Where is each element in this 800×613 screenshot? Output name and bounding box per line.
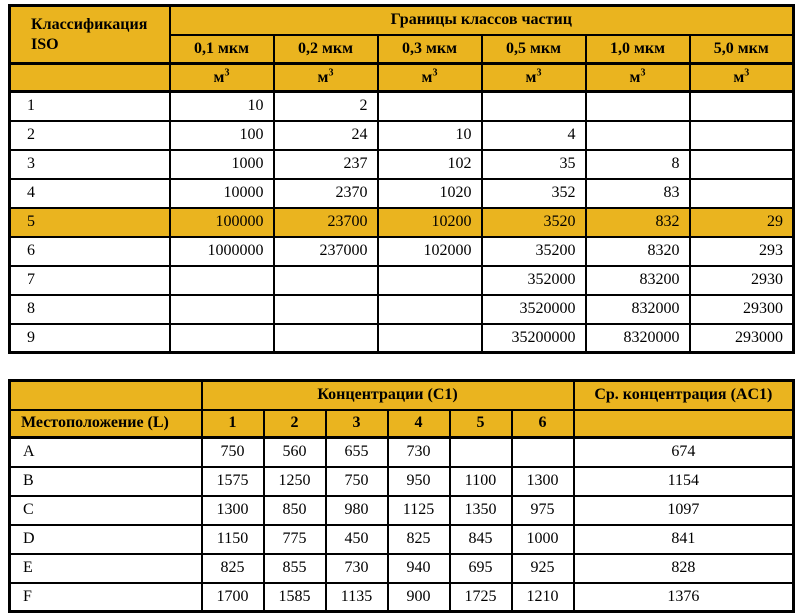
iso-table-row	[10, 324, 794, 353]
concentration-cell: 695	[450, 554, 512, 583]
particle-count-cell: 102	[378, 150, 482, 179]
concentration-cell: 950	[388, 467, 450, 496]
particle-count-cell: 2	[274, 92, 378, 121]
particle-count-cell: 10000	[170, 179, 274, 208]
avg-concentration-header: Ср. концентрация (AC1)	[574, 381, 794, 410]
iso-table-row	[10, 179, 794, 208]
location-table-row	[10, 467, 794, 496]
particle-count-cell	[378, 295, 482, 324]
unit-exponent: 3	[432, 67, 438, 79]
particle-count-cell	[170, 266, 274, 295]
concentration-cell: 560	[264, 438, 326, 467]
particle-count-cell	[586, 92, 690, 121]
concentration-cell: 655	[326, 438, 388, 467]
particle-count-cell: 29300	[690, 295, 794, 324]
avg-concentration-cell: 1154	[574, 467, 794, 496]
location-table-row	[10, 583, 794, 612]
particle-count-cell	[586, 121, 690, 150]
particle-count-cell: 35	[482, 150, 586, 179]
avg-concentration-cell: 828	[574, 554, 794, 583]
unit-label: м	[421, 68, 433, 86]
particle-count-cell	[274, 266, 378, 295]
particle-count-cell	[378, 92, 482, 121]
particle-count-cell: 8320	[586, 237, 690, 266]
table2-header-row-top	[10, 381, 794, 410]
concentration-cell: 940	[388, 554, 450, 583]
table1-header-row-units	[10, 64, 794, 92]
iso-table-row	[10, 237, 794, 266]
particle-count-cell: 35200000	[482, 324, 586, 353]
concentration-cell	[450, 438, 512, 467]
table2-header-row-sub	[10, 410, 794, 438]
sample-header-6: 6	[512, 410, 574, 438]
location-cell: E	[10, 554, 202, 583]
concentration-cell: 1725	[450, 583, 512, 612]
particle-count-cell: 1000	[170, 150, 274, 179]
particle-count-cell: 102000	[378, 237, 482, 266]
size-header-5-0: 5,0 мкм	[690, 35, 794, 64]
location-table-row	[10, 496, 794, 525]
particle-count-cell: 100000	[170, 208, 274, 237]
iso-class-cell: 2	[10, 121, 170, 150]
unit-cell	[274, 64, 378, 92]
particle-count-cell: 832000	[586, 295, 690, 324]
size-header-1-0: 1,0 мкм	[586, 35, 690, 64]
concentration-cell: 1135	[326, 583, 388, 612]
iso-class-cell: 9	[10, 324, 170, 353]
particle-count-cell	[690, 179, 794, 208]
concentration-cell: 1250	[264, 467, 326, 496]
unit-cell	[482, 64, 586, 92]
particle-count-cell	[690, 92, 794, 121]
iso-table-row	[10, 266, 794, 295]
concentrations-header: Концентрации (C1)	[202, 381, 574, 410]
concentration-table	[8, 379, 795, 613]
particle-count-cell: 352	[482, 179, 586, 208]
concentration-cell: 1125	[388, 496, 450, 525]
concentration-cell: 855	[264, 554, 326, 583]
unit-label: м	[525, 68, 537, 86]
concentration-cell: 1300	[202, 496, 264, 525]
concentration-cell: 825	[202, 554, 264, 583]
concentration-cell: 730	[326, 554, 388, 583]
avg-concentration-cell: 1097	[574, 496, 794, 525]
location-cell: A	[10, 438, 202, 467]
particle-count-cell: 237	[274, 150, 378, 179]
iso-table-row	[10, 295, 794, 324]
particle-count-cell: 83200	[586, 266, 690, 295]
avg-concentration-cell: 674	[574, 438, 794, 467]
unit-cell	[586, 64, 690, 92]
concentration-cell: 1100	[450, 467, 512, 496]
unit-exponent: 3	[640, 67, 646, 79]
particle-count-cell	[482, 92, 586, 121]
concentration-cell	[512, 438, 574, 467]
particle-count-cell: 24	[274, 121, 378, 150]
concentration-cell: 750	[326, 467, 388, 496]
iso-class-cell: 1	[10, 92, 170, 121]
unit-label: м	[213, 68, 225, 86]
sample-header-4: 4	[388, 410, 450, 438]
particle-count-cell: 100	[170, 121, 274, 150]
particle-count-cell: 832	[586, 208, 690, 237]
particle-count-cell: 23700	[274, 208, 378, 237]
particle-count-cell	[690, 150, 794, 179]
sample-header-1: 1	[202, 410, 264, 438]
location-table-row	[10, 554, 794, 583]
particle-count-cell: 293	[690, 237, 794, 266]
concentration-cell: 925	[512, 554, 574, 583]
iso-classification-corner-header: Классификация ISO	[10, 6, 170, 64]
particle-count-cell	[378, 266, 482, 295]
size-header-0-1: 0,1 мкм	[170, 35, 274, 64]
particle-count-cell: 10	[378, 121, 482, 150]
avg-concentration-cell: 841	[574, 525, 794, 554]
concentration-cell: 975	[512, 496, 574, 525]
concentration-cell: 1150	[202, 525, 264, 554]
concentration-cell: 730	[388, 438, 450, 467]
avg-header-empty-cell	[574, 410, 794, 438]
particle-count-cell: 8320000	[586, 324, 690, 353]
concentration-cell: 1585	[264, 583, 326, 612]
unit-label: м	[733, 68, 745, 86]
iso-table-row	[10, 208, 794, 237]
iso-class-cell: 5	[10, 208, 170, 237]
concentration-cell: 825	[388, 525, 450, 554]
particle-count-cell	[274, 324, 378, 353]
table2-corner-empty-cell	[10, 381, 202, 410]
unit-cell	[170, 64, 274, 92]
concentration-cell: 900	[388, 583, 450, 612]
iso-class-cell: 3	[10, 150, 170, 179]
particle-count-cell: 10	[170, 92, 274, 121]
iso-table-row	[10, 150, 794, 179]
concentration-cell: 1700	[202, 583, 264, 612]
location-header: Местоположение (L)	[10, 410, 202, 438]
location-cell: D	[10, 525, 202, 554]
unit-exponent: 3	[744, 67, 750, 79]
sample-header-5: 5	[450, 410, 512, 438]
particle-count-cell	[170, 295, 274, 324]
concentration-cell: 1000	[512, 525, 574, 554]
size-header-0-2: 0,2 мкм	[274, 35, 378, 64]
concentration-cell: 1300	[512, 467, 574, 496]
iso-class-cell: 8	[10, 295, 170, 324]
particle-count-cell: 83	[586, 179, 690, 208]
concentration-cell: 450	[326, 525, 388, 554]
concentration-cell: 980	[326, 496, 388, 525]
concentration-cell: 1210	[512, 583, 574, 612]
iso-class-cell: 7	[10, 266, 170, 295]
particle-count-cell: 2930	[690, 266, 794, 295]
sample-header-3: 3	[326, 410, 388, 438]
particle-count-cell: 1000000	[170, 237, 274, 266]
location-cell: F	[10, 583, 202, 612]
particle-count-cell	[690, 121, 794, 150]
iso-classification-table	[8, 4, 795, 354]
unit-exponent: 3	[224, 67, 230, 79]
particle-count-cell: 10200	[378, 208, 482, 237]
particle-count-cell: 3520	[482, 208, 586, 237]
particle-count-cell: 3520000	[482, 295, 586, 324]
particle-count-cell: 2370	[274, 179, 378, 208]
particle-count-cell: 29	[690, 208, 794, 237]
size-header-0-3: 0,3 мкм	[378, 35, 482, 64]
unit-row-empty-cell	[10, 64, 170, 92]
particle-count-cell: 293000	[690, 324, 794, 353]
particle-count-cell: 4	[482, 121, 586, 150]
unit-exponent: 3	[328, 67, 334, 79]
particle-count-cell	[274, 295, 378, 324]
unit-cell	[378, 64, 482, 92]
location-table-row	[10, 438, 794, 467]
iso-class-cell: 4	[10, 179, 170, 208]
concentration-cell: 775	[264, 525, 326, 554]
location-table-row	[10, 525, 794, 554]
particle-count-cell	[378, 324, 482, 353]
size-header-0-5: 0,5 мкм	[482, 35, 586, 64]
concentration-cell: 750	[202, 438, 264, 467]
particle-count-cell: 1020	[378, 179, 482, 208]
particle-count-cell	[170, 324, 274, 353]
unit-cell	[690, 64, 794, 92]
particle-class-limits-header: Границы классов частиц	[170, 6, 794, 35]
unit-label: м	[317, 68, 329, 86]
sample-header-2: 2	[264, 410, 326, 438]
particle-count-cell: 35200	[482, 237, 586, 266]
location-cell: C	[10, 496, 202, 525]
iso-table-row	[10, 121, 794, 150]
particle-count-cell: 8	[586, 150, 690, 179]
unit-exponent: 3	[536, 67, 542, 79]
concentration-cell: 1575	[202, 467, 264, 496]
concentration-cell: 1350	[450, 496, 512, 525]
location-cell: B	[10, 467, 202, 496]
table1-header-row-group	[10, 6, 794, 35]
avg-concentration-cell: 1376	[574, 583, 794, 612]
iso-table-row	[10, 92, 794, 121]
concentration-cell: 845	[450, 525, 512, 554]
iso-class-cell: 6	[10, 237, 170, 266]
particle-count-cell: 237000	[274, 237, 378, 266]
particle-count-cell: 352000	[482, 266, 586, 295]
unit-label: м	[629, 68, 641, 86]
concentration-cell: 850	[264, 496, 326, 525]
